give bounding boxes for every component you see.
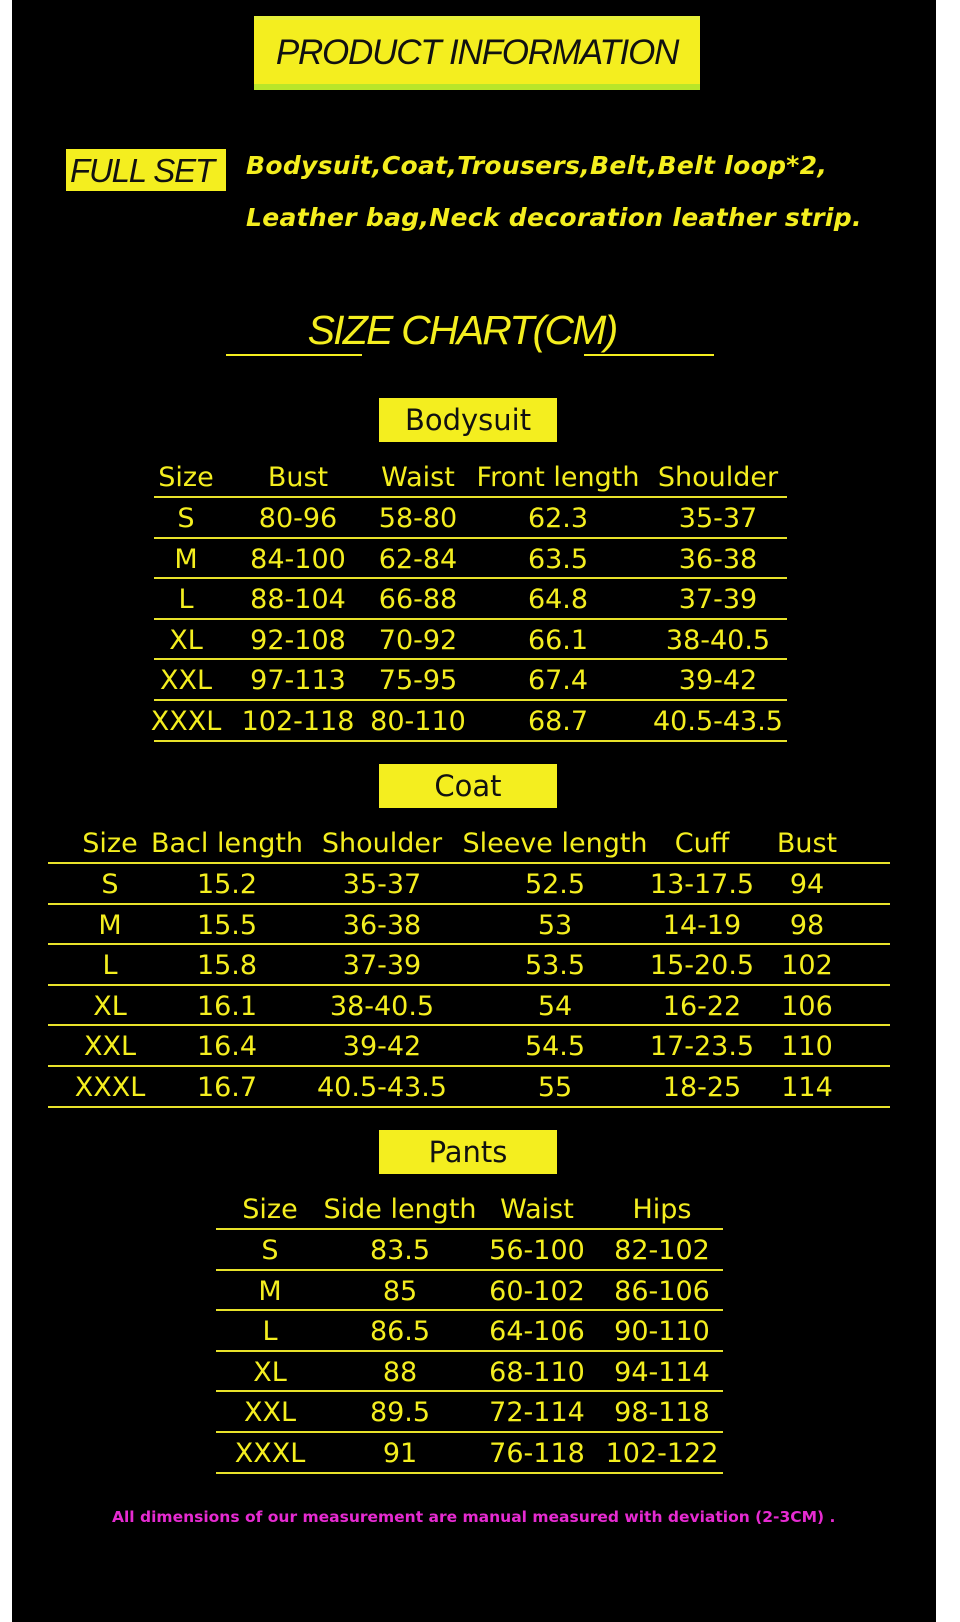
pants-table-cell: 76-118 — [489, 1438, 585, 1469]
bodysuit-table-cell: 63.5 — [527, 544, 589, 575]
pants-table-cell: 102-122 — [605, 1438, 719, 1469]
pants-table-cell: 86.5 — [369, 1316, 431, 1347]
coat-table-cell: 94 — [789, 869, 825, 900]
coat-table-cell: 102 — [781, 950, 833, 981]
pants-table-cell: 85 — [382, 1276, 418, 1307]
coat-table-cell: 54 — [537, 991, 573, 1022]
coat-table-cell: 36-38 — [342, 910, 422, 941]
pants-table-cell: 72-114 — [489, 1397, 585, 1428]
bodysuit-table-cell: 80-96 — [258, 503, 338, 534]
coat-table-cell: 16.1 — [196, 991, 258, 1022]
coat-table-cell: 38-40.5 — [329, 991, 435, 1022]
bodysuit-table-cell: 38-40.5 — [665, 625, 771, 656]
coat-table-cell: 37-39 — [342, 950, 422, 981]
pants-table-cell: XXXL — [234, 1438, 306, 1469]
coat-table-cell: 15.2 — [196, 869, 258, 900]
coat-table-cell: 14-19 — [662, 910, 742, 941]
coat-row-divider — [48, 903, 890, 905]
bodysuit-column-header: Bust — [267, 462, 329, 493]
coat-table-cell: 53 — [537, 910, 573, 941]
coat-row-divider — [48, 1065, 890, 1067]
bodysuit-table-cell: 37-39 — [678, 584, 758, 615]
bodysuit-row-divider — [154, 740, 787, 742]
pants-column-header: Waist — [500, 1194, 574, 1225]
bodysuit-table-cell: 67.4 — [527, 665, 589, 696]
coat-table-cell: 106 — [781, 991, 833, 1022]
bodysuit-table-cell: 88-104 — [250, 584, 346, 615]
pants-row-divider — [216, 1269, 723, 1271]
bodysuit-row-divider — [154, 658, 787, 660]
pants-table-cell: 89.5 — [369, 1397, 431, 1428]
bodysuit-table-cell: 62-84 — [378, 544, 458, 575]
coat-row-divider — [48, 943, 890, 945]
full-set-tag-label: FULL SET — [70, 152, 214, 189]
coat-column-header: Sleeve length — [462, 828, 648, 859]
pants-table-cell: XL — [253, 1357, 287, 1388]
coat-table-cell: 15.8 — [196, 950, 258, 981]
coat-table-cell: XXXL — [74, 1072, 146, 1103]
bodysuit-table-cell: 92-108 — [250, 625, 346, 656]
coat-section-label: Coat — [379, 764, 557, 808]
pants-row-divider — [216, 1431, 723, 1433]
pants-table-cell: 88 — [382, 1357, 418, 1388]
size-chart-title: SIZE CHART(CM) — [307, 307, 617, 353]
pants-table-cell: 56-100 — [489, 1235, 585, 1266]
coat-row-divider — [48, 984, 890, 986]
bodysuit-table-cell: L — [178, 584, 194, 615]
bodysuit-row-divider — [154, 496, 787, 498]
coat-table-cell: 15-20.5 — [649, 950, 755, 981]
coat-column-header: Size — [82, 828, 138, 859]
bodysuit-column-header: Size — [158, 462, 214, 493]
pants-table-cell: 64-106 — [489, 1316, 585, 1347]
coat-row-divider — [48, 1024, 890, 1026]
pants-table-cell: 98-118 — [614, 1397, 710, 1428]
bodysuit-row-divider — [154, 699, 787, 701]
full-set-items-line-1: Bodysuit,Coat,Trousers,Belt,Belt loop*2, — [246, 151, 828, 180]
bodysuit-table-cell: 36-38 — [678, 544, 758, 575]
product-information-banner — [254, 16, 700, 90]
title-underline-left — [226, 354, 362, 356]
coat-table-cell: M — [98, 910, 122, 941]
coat-table-cell: 13-17.5 — [649, 869, 755, 900]
coat-table-cell: XL — [93, 991, 127, 1022]
coat-table-cell: XXL — [83, 1031, 137, 1062]
pants-column-header: Size — [242, 1194, 298, 1225]
bodysuit-section-label: Bodysuit — [379, 398, 557, 442]
bodysuit-table-cell: 66-88 — [378, 584, 458, 615]
coat-table-cell: 40.5-43.5 — [317, 1072, 447, 1103]
coat-table-cell: 15.5 — [196, 910, 258, 941]
pants-table-cell: 83.5 — [369, 1235, 431, 1266]
banner-title: PRODUCT INFORMATION — [275, 33, 679, 72]
pants-table-cell: 68-110 — [489, 1357, 585, 1388]
bodysuit-table-cell: XXXL — [150, 706, 222, 737]
pants-column-header: Hips — [632, 1194, 692, 1225]
full-set-items-line-2: Leather bag,Neck decoration leather strip. — [246, 203, 862, 232]
pants-row-divider — [216, 1350, 723, 1352]
bodysuit-table-cell: 97-113 — [250, 665, 346, 696]
coat-table-cell: 39-42 — [342, 1031, 422, 1062]
pants-table-cell: 86-106 — [614, 1276, 710, 1307]
coat-table-cell: 17-23.5 — [649, 1031, 755, 1062]
bodysuit-row-divider — [154, 537, 787, 539]
coat-table-cell: 55 — [537, 1072, 573, 1103]
bodysuit-column-header: Front length — [476, 462, 640, 493]
pants-row-divider — [216, 1390, 723, 1392]
coat-column-header: Bacl length — [150, 828, 304, 859]
bodysuit-table-cell: 102-118 — [241, 706, 355, 737]
pants-table-cell: 60-102 — [489, 1276, 585, 1307]
bodysuit-table-cell: 39-42 — [678, 665, 758, 696]
bodysuit-table-cell: 66.1 — [527, 625, 589, 656]
bodysuit-table-cell: 80-110 — [370, 706, 466, 737]
bodysuit-table-cell: XL — [169, 625, 203, 656]
measurement-footnote: All dimensions of our measurement are manual measured with deviation (2-3CM) . — [112, 1508, 836, 1526]
coat-table-cell: 16.7 — [196, 1072, 258, 1103]
pants-row-divider — [216, 1309, 723, 1311]
coat-table-cell: 16-22 — [662, 991, 742, 1022]
pants-table-cell: S — [261, 1235, 279, 1266]
bodysuit-table-cell: 64.8 — [527, 584, 589, 615]
product-info-sheet — [12, 0, 936, 1622]
coat-row-divider — [48, 862, 890, 864]
pants-section-label: Pants — [379, 1130, 557, 1174]
pants-table-cell: 91 — [382, 1438, 418, 1469]
pants-table-cell: L — [262, 1316, 278, 1347]
pants-table-cell: 94-114 — [614, 1357, 710, 1388]
pants-table-cell: 82-102 — [614, 1235, 710, 1266]
coat-column-header: Shoulder — [321, 828, 443, 859]
coat-table-cell: L — [102, 950, 118, 981]
coat-table-cell: 53.5 — [524, 950, 586, 981]
bodysuit-table-cell: 62.3 — [527, 503, 589, 534]
bodysuit-table-cell: 70-92 — [378, 625, 458, 656]
coat-table-cell: 35-37 — [342, 869, 422, 900]
full-set-tag — [66, 149, 226, 191]
pants-column-header: Side length — [323, 1194, 477, 1225]
coat-column-header: Bust — [776, 828, 838, 859]
bodysuit-table-cell: 75-95 — [378, 665, 458, 696]
bodysuit-table-cell: M — [174, 544, 198, 575]
bodysuit-table-cell: S — [177, 503, 195, 534]
pants-table-cell: XXL — [243, 1397, 297, 1428]
bodysuit-column-header: Waist — [381, 462, 455, 493]
coat-table-cell: 98 — [789, 910, 825, 941]
title-underline-right — [584, 354, 714, 356]
coat-table-cell: 16.4 — [196, 1031, 258, 1062]
bodysuit-row-divider — [154, 577, 787, 579]
bodysuit-table-cell: 58-80 — [378, 503, 458, 534]
bodysuit-table-cell: 40.5-43.5 — [653, 706, 783, 737]
pants-table-cell: M — [258, 1276, 282, 1307]
coat-table-cell: 110 — [781, 1031, 833, 1062]
coat-table-cell: 114 — [781, 1072, 833, 1103]
bodysuit-table-cell: XXL — [159, 665, 213, 696]
coat-row-divider — [48, 1106, 890, 1108]
coat-table-cell: 18-25 — [662, 1072, 742, 1103]
pants-row-divider — [216, 1472, 723, 1474]
pants-row-divider — [216, 1228, 723, 1230]
bodysuit-table-cell: 35-37 — [678, 503, 758, 534]
bodysuit-table-cell: 68.7 — [527, 706, 589, 737]
coat-column-header: Cuff — [674, 828, 730, 859]
bodysuit-row-divider — [154, 618, 787, 620]
pants-table-cell: 90-110 — [614, 1316, 710, 1347]
coat-table-cell: 54.5 — [524, 1031, 586, 1062]
coat-table-cell: 52.5 — [524, 869, 586, 900]
bodysuit-column-header: Shoulder — [657, 462, 779, 493]
bodysuit-table-cell: 84-100 — [250, 544, 346, 575]
coat-table-cell: S — [101, 869, 119, 900]
